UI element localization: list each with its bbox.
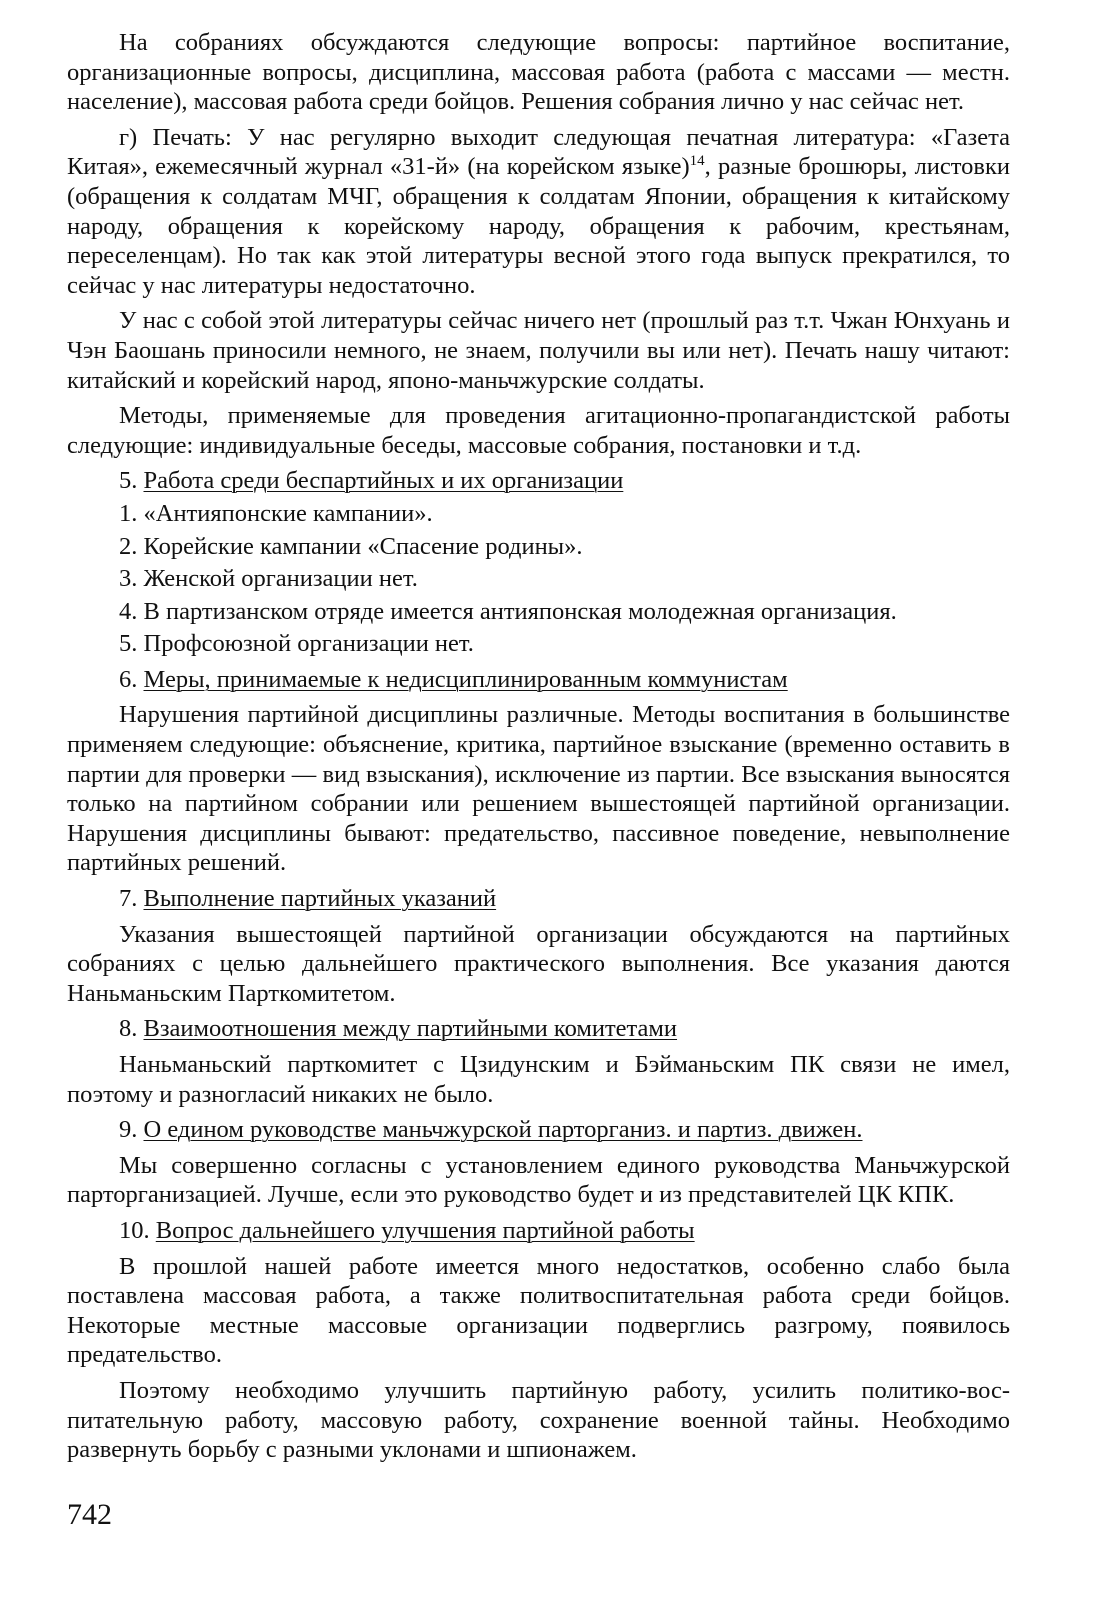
list-item: 3. Женской организации нет.	[119, 565, 418, 593]
body-paragraph: На собраниях обсуждаются следующие вопросы: партийное воспитание, организационные вопросы, дисциплина, массовая работа (работа с массами — местн. население), массовая работа среди бойцов. Решения собрания лично у нас сейчас нет.	[67, 29, 1010, 116]
document-body	[67, 28, 1010, 1465]
section-number: 5.	[119, 467, 138, 495]
section-heading	[67, 466, 1010, 496]
paragraph-text: г) Печать: У нас регулярно выходит следующая печатная литература: «Газета Китая», ежемесячный журнал «31-й» (на корейском языке)	[67, 123, 1010, 181]
list-item: 5. Профсоюзной организации нет.	[119, 630, 474, 658]
body-paragraph: Наньманьский парткомитет с Цзидунским и Бэйманьским ПК связи не имел, поэтому и разногласий никаких не было.	[67, 1051, 1010, 1108]
body-paragraph: Указания вышестоящей партийной организации обсуждаются на партийных собраниях с целью дальнейшего практического выполнения. Все указания даются Наньманьским Парткомитетом.	[67, 920, 1010, 1007]
page-number: 742	[67, 1498, 112, 1531]
section-number: 6.	[119, 665, 138, 693]
body-paragraph	[67, 123, 1010, 301]
body-paragraph: Методы, применяемые для проведения агитационно-пропагандистской работы следующие: индивидуальные беседы, массовые собрания, постановки и т.д.	[67, 402, 1010, 459]
section-title: О едином руководстве маньчжурской парторганиз. и партиз. движен.	[143, 1116, 863, 1144]
section-number: 10.	[119, 1216, 150, 1244]
section-title: Меры, принимаемые к недисциплинированным коммунистам	[143, 665, 788, 693]
body-paragraph: Нарушения партийной дисциплины различные. Методы воспитания в большинстве применяем следующие: объяснение, критика, партийное взыскание (временно оставить в партии для проверки — вид взыскания), исключение из партии. Все взыскания выносятся только на партийном собрании или решением вышестоящей партийной организации. Нарушения дисциплины бывают: предательство, пассивное поведение, невыполнение партийных решений.	[67, 701, 1010, 877]
list-item: 1. «Антияпонские кампании».	[119, 499, 433, 527]
section-title: Работа среди беспартийных и их организации	[143, 467, 624, 495]
list-item: 2. Корейские кампании «Спасение родины».	[119, 532, 583, 560]
list-item: 4. В партизанском отряде имеется антияпонская молодежная организация.	[119, 597, 897, 625]
section-title: Выполнение партийных указаний	[143, 885, 497, 913]
body-paragraph: Мы совершенно согласны с установлением единого руководства Маньчжурской парторганизацией. Лучше, если это руководство будет и из представителей ЦК КПК.	[67, 1151, 1010, 1209]
section-heading	[67, 665, 1010, 695]
body-paragraph: У нас с собой этой литературы сейчас ничего нет (прошлый раз т.т. Чжан Юнхуань и Чэн Баошань приносили немного, не знаем, получили вы или нет). Печать нашу читают: китайский и корейский народ, японо-маньчжурские солдаты.	[67, 307, 1010, 394]
body-paragraph: В прошлой нашей работе имеется много недостатков, особенно слабо была поставлена массовая работа, а также политвоспитательная работа среди бойцов. Некоторые местные массовые организации подверглись разгрому, появилось предательство.	[67, 1252, 1010, 1369]
section-number: 7.	[119, 885, 138, 913]
footnote-ref: 14	[689, 153, 705, 170]
section-title: Взаимоотношения между партийными комитетами	[143, 1015, 678, 1043]
section-number: 9.	[119, 1116, 138, 1144]
section-heading	[67, 1014, 1010, 1044]
section-heading	[67, 1216, 1010, 1246]
section-title: Вопрос дальнейшего улучшения партийной работы	[155, 1216, 695, 1244]
body-paragraph: Поэтому необходимо улучшить партийную работу, усилить политико-воспитательную работу, массовую работу, сохранение военной тайны. Необходимо развернуть борьбу с разными уклонами и шпионажем.	[67, 1376, 1010, 1464]
section-heading	[67, 884, 1010, 914]
paragraph-text: , разные брошюры, листовки (обращения к солдатам МЧГ, обращения к солдатам Японии, обращения к китайскому народу, обращения к корейскому народу, обращения к рабочим, крестьянам, переселенцам). Но так как этой литературы весной этого года выпуск прекратился, то сейчас у нас литературы недостаточно.	[67, 153, 1010, 299]
section-heading	[67, 1115, 1010, 1145]
section-number: 8.	[119, 1015, 138, 1043]
